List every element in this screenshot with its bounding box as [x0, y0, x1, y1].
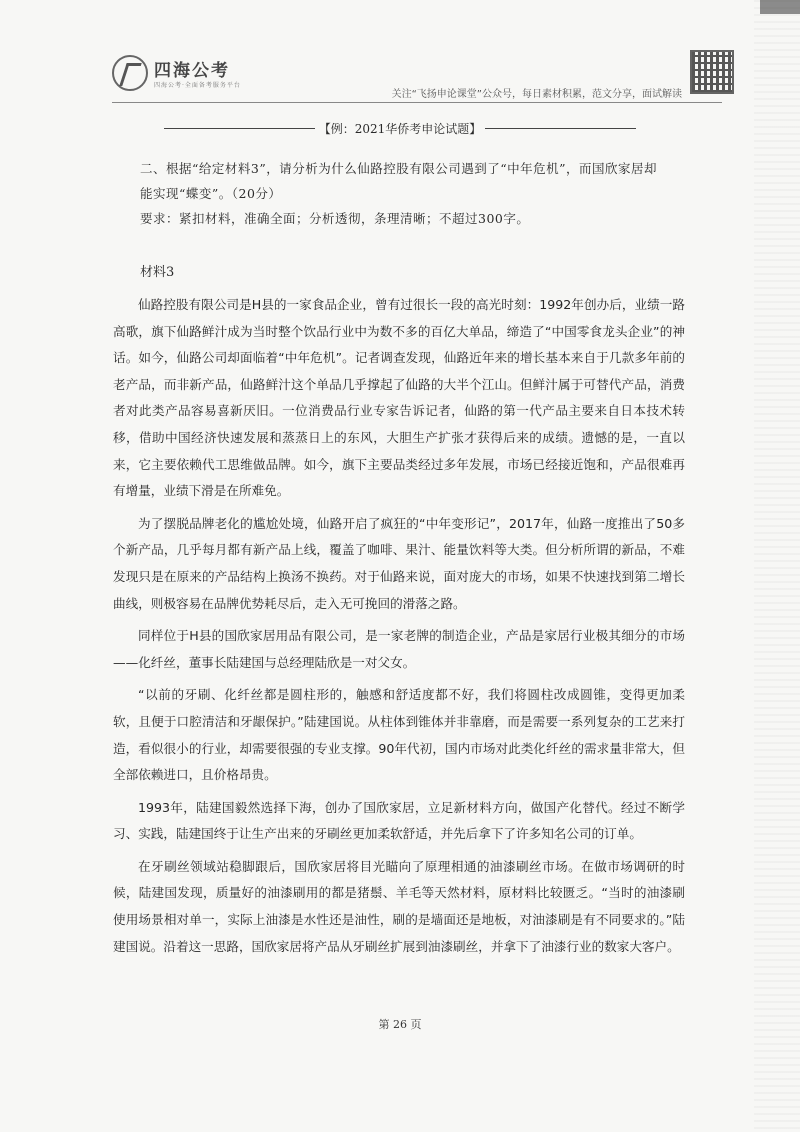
scan-edge-noise [754, 0, 800, 1132]
material-paragraph: 为了摆脱品牌老化的尴尬处境，仙路开启了疯狂的“中年变形记”，2017年，仙路一度推出了50多个新产品，几乎每月都有新产品上线，覆盖了咖啡、果汁、能量饮料等大类。但分析所谓的新品，不难发现只是在原来的产品结构上换汤不换药。对于仙路来说，面对庞大的市场，如果不快速找到第二增长曲线，则极容易在品牌优势耗尽后，走入无可挽回的滑落之路。 [113, 515, 685, 611]
material-body [113, 292, 685, 966]
brand-tagline: 四海公考·全面备考服务平台 [154, 82, 241, 89]
material-paragraph: 在牙刷丝领域站稳脚跟后，国欣家居将目光瞄向了原理相通的油漆刷丝市场。在做市场调研的时候，陆建国发现，质量好的油漆刷用的都是猪鬃、羊毛等天然材料，原材料比较匮乏。“当时的油漆刷使用场景相对单一，实际上油漆是水性还是油性，刷的是墙面还是地板，对油漆刷是有不同要求的。”陆建国说。沿着这一思路，国欣家居将产品从牙刷丝扩展到油漆刷丝，并拿下了油漆行业的数家大客户。 [113, 858, 685, 954]
brand-name: 四海公考 [154, 61, 230, 81]
section-title-bar [160, 120, 640, 136]
material-paragraph: “以前的牙刷、化纤丝都是圆柱形的，触感和舒适度都不好，我们将圆柱改成圆锥，变得更加柔软，且便于口腔清洁和牙龈保护。”陆建国说。从柱体到锥体并非靠磨，而是需要一系列复杂的工艺来打造，看似很小的行业，却需要很强的专业支撑。90年代初，国内市场对此类化纤丝的需求量非常大，但全部依赖进口，且价格昂贵。 [113, 687, 685, 783]
material-paragraph: 仙路控股有限公司是H县的一家食品企业，曾有过很长一段的高光时刻：1992年创办后，业绩一路高歌，旗下仙路鲜汁成为当时整个饮品行业中为数不多的百亿大单品，缔造了“中国零食龙头企业”的神话。如今，仙路公司却面临着“中年危机”。记者调查发现，仙路近年来的增长基本来自于几款多年前的老产品，而非新产品，仙路鲜汁这个单品几乎撑起了仙路的大半个江山。但鲜汁属于可替代产品，消费者对此类产品容易喜新厌旧。一位消费品行业专家告诉记者，仙路的第一代产品主要来自日本技术转移，借助中国经济快速发展和蒸蒸日上的东风，大胆生产扩张才获得后来的成绩。遗憾的是，一直以来，它主要依赖代工思维做品牌。如今，旗下主要品类经过多年发展，市场已经接近饱和，产品很难再有增量，业绩下滑是在所难免。 [113, 297, 685, 499]
material-title: 材料3 [140, 265, 175, 280]
brand-logo [112, 55, 272, 97]
question-text: 二、根据“给定材料3”，请分析为什么仙路控股有限公司遇到了“中年危机”，而国欣家居却能实现“蝶变”。（20分） [140, 161, 658, 201]
section-rule-right [485, 128, 636, 129]
qr-code-icon [690, 50, 734, 94]
section-rule-left [164, 128, 315, 129]
header-note: 关注“飞扬申论课堂”公众号，每日素材积累，范文分享，面试解读 [391, 89, 682, 100]
header-divider [112, 102, 722, 103]
section-title: 【例：2021华侨考申论试题】 [318, 121, 482, 136]
page-header [112, 50, 722, 108]
brand-logo-icon [112, 55, 148, 91]
question-requirement: 要求：紧扣材料，准确全面；分析透彻，条理清晰；不超过300字。 [140, 211, 530, 226]
scan-corner-mark [760, 0, 800, 14]
material-paragraph: 同样位于H县的国欣家居用品有限公司，是一家老牌的制造企业，产品是家居行业极其细分的市场——化纤丝，董事长陆建国与总经理陆欣是一对父女。 [113, 628, 685, 670]
page-number: 第 26 页 [378, 1018, 422, 1031]
material-paragraph: 1993年，陆建国毅然选择下海，创办了国欣家居，立足新材料方向，做国产化替代。经过不断学习、实践，陆建国终于让生产出来的牙刷丝更加柔软舒适，并先后拿下了许多知名公司的订单。 [113, 799, 685, 842]
